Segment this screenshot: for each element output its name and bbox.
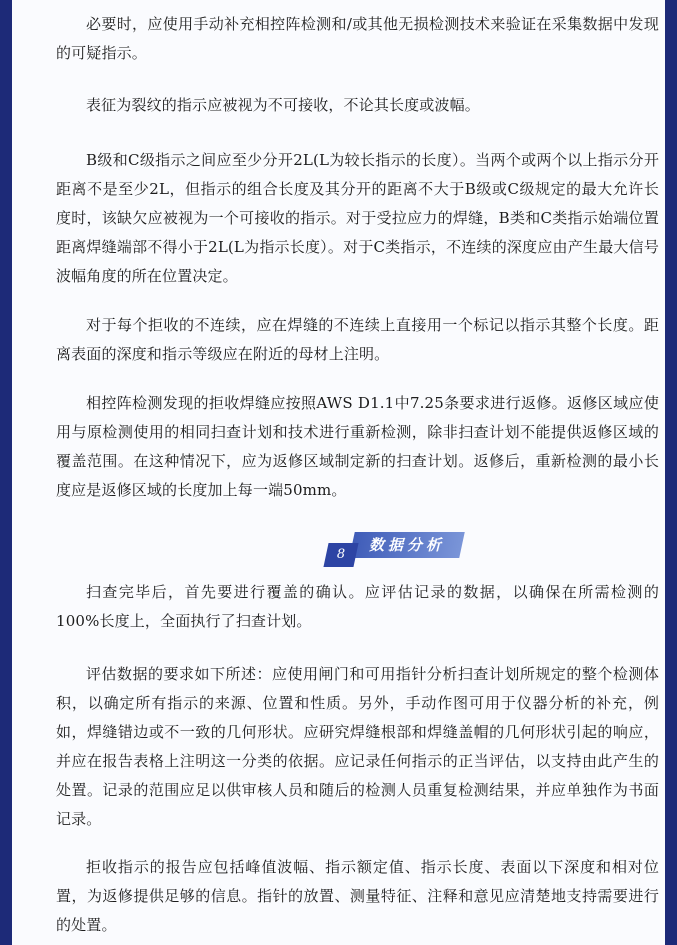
paragraph-marking-rejects: 对于每个拒收的不连续，应在焊缝的不连续上直接用一个标记以指示其整个长度。距离表面的深度和指示等级应在附近的母材上注明。 xyxy=(56,316,659,363)
document-page xyxy=(12,0,665,945)
paragraph-evaluation-requirements: 评估数据的要求如下所述：应使用闸门和可用指针分析扫查计划所规定的整个检测体积，以确定所有指示的来源、位置和性质。另外，手动作图可用于仪器分析的补充，例如，焊缝错边或不一致的几何形状。应研究焊缝根部和焊缝盖帽的几何形状引起的响应，并应在报告表格上注明这一分类的依据。应记录任何指示的正当评估，以支持由此产生的处置。记录的范围应足以供审核人员和随后的检测人员重复检测结果，并应单独作为书面记录。 xyxy=(56,665,659,828)
section-title: 数据分析 xyxy=(368,536,445,554)
paragraph-repair-reinspection: 相控阵检测发现的拒收焊缝应按照AWS D1.1中7.25条要求进行返修。返修区域应使用与原检测使用的相同扫查计划和技术进行重新检测，除非扫查计划不能提供返修区域的覆盖范围。在这种情况下，应为返修区域制定新的扫查计划。返修后，重新检测的最小长度应是返修区域的长度加上每一端50mm。 xyxy=(56,394,659,499)
paragraph-indication-spacing: B级和C级指示之间应至少分开2L(L为较长指示的长度）。当两个或两个以上指示分开距离不是至少2L，但指示的组合长度及其分开的距离不大于B级或C级规定的最大允许长度时，该缺欠应被视为一个可接收的指示。对于受拉应力的焊缝，B类和C类指示始端位置距离焊缝端部不得小于2L(L为指示长度）。对于C类指示，不连续的深度应由产生最大信号波幅角度的所在位置决定。 xyxy=(56,151,659,285)
paragraph-coverage-confirmation: 扫查完毕后，首先要进行覆盖的确认。应评估记录的数据，以确保在所需检测的100%长度上，全面执行了扫查计划。 xyxy=(56,583,659,630)
paragraph-crack-rejection: 表征为裂纹的指示应被视为不可接收，不论其长度或波幅。 xyxy=(86,96,480,114)
paragraph-manual-verification: 必要时，应使用手动补充相控阵检测和/或其他无损检测技术来验证在采集数据中发现的可疑指示。 xyxy=(56,15,659,62)
section-number-box xyxy=(323,543,358,567)
paragraph-reject-report: 拒收指示的报告应包括峰值波幅、指示额定值、指示长度、表面以下深度和相对位置，为返修提供足够的信息。指针的放置、测量特征、注释和意见应清楚地支持需要进行的处置。 xyxy=(56,858,659,934)
section-title-box xyxy=(349,532,465,558)
section-number: 8 xyxy=(336,547,346,562)
section-heading xyxy=(326,532,466,568)
